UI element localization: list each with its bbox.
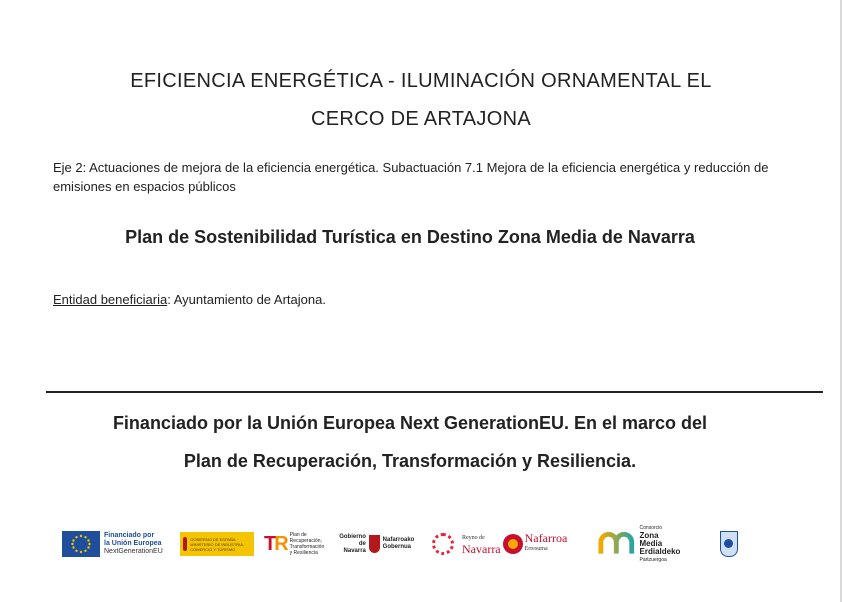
spain-shield-icon	[183, 537, 187, 551]
eu-flag-icon	[62, 531, 100, 557]
prtr-line2: Recuperación,	[289, 538, 322, 544]
agenda-2030-logo	[432, 526, 454, 562]
financiado-line1: Financiado por la Unión Europea Next GenerationEU. En el marco del	[112, 413, 708, 433]
zona-line3: Erdialdeko	[639, 547, 681, 556]
eje-description: Eje 2: Actuaciones de mejora de la eficiencia energética. Subactuación 7.1 Mejora de la eficiencia energética y reducción de emisiones en espacios públicos	[53, 160, 769, 194]
document-title-line1: EFICIENCIA ENERGÉTICA - ILUMINACIÓN ORNAMENTAL EL	[130, 70, 712, 92]
prtr-logo	[264, 526, 324, 562]
reyno-navarra-logo	[462, 526, 567, 562]
gobierno-left2: de Navarra	[343, 540, 366, 554]
prtr-mark-t: T	[264, 532, 275, 555]
prtr-line3: Transformación	[289, 544, 325, 550]
prtr-mark-r: R	[274, 532, 287, 555]
prtr-line1: Plan de	[289, 532, 307, 538]
agenda-2030-icon	[432, 533, 454, 555]
prtr-text	[290, 532, 325, 556]
zona-line2: Zona Media	[639, 531, 663, 548]
eu-logo	[62, 526, 163, 562]
gobierno-left1: Gobierno	[339, 533, 366, 540]
prtr-mark-icon	[264, 533, 287, 556]
zona-line1: Consorcio	[639, 525, 663, 531]
spain-ministry-logo	[180, 526, 254, 562]
reyno-small2: Erresuma	[524, 546, 548, 552]
financiado-line2: Plan de Recuperación, Transformación y Resiliencia.	[183, 451, 637, 471]
entidad-value: : Ayuntamiento de Artajona.	[167, 292, 326, 307]
entidad-label: Entidad beneficiaria	[53, 292, 168, 307]
spain-ministry-text: GOBIERNO DE ESPAÑA · MINISTERIO DE INDUSTRIA, COMERCIO Y TURISMO	[190, 536, 245, 552]
zona-media-logo	[598, 526, 682, 562]
artajona-crest-logo	[720, 526, 738, 562]
zona-media-text	[640, 524, 682, 564]
reyno-left-text	[462, 533, 501, 555]
reyno-right-text	[525, 533, 568, 555]
gobierno-right-text	[383, 537, 415, 551]
gobierno-right2: Gobernua	[382, 544, 412, 550]
plan-title: Plan de Sostenibilidad Turística en Destino Zona Media de Navarra	[125, 227, 695, 247]
eu-line3: NextGenerationEU	[104, 548, 163, 555]
eu-logo-text	[104, 532, 163, 556]
eu-line1: Financiado por	[104, 532, 155, 539]
navarra-mandala-icon	[503, 534, 523, 554]
gobierno-left-text	[338, 534, 366, 555]
artajona-crest-icon	[720, 531, 738, 557]
entidad-beneficiaria	[53, 292, 326, 307]
gobierno-right1: Nafarroako	[382, 537, 415, 543]
reyno-big: Navarra	[462, 542, 501, 556]
zona-line4: Partzuergoa	[639, 557, 667, 563]
eu-line2: la Unión Europea	[104, 540, 162, 547]
zona-media-icon	[598, 532, 637, 556]
reyno-big2: Nafarroa	[524, 531, 568, 545]
horizontal-divider	[46, 391, 823, 393]
gobierno-navarra-logo	[338, 526, 414, 562]
prtr-line4: y Resiliencia	[289, 550, 318, 556]
document-title-line2: CERCO DE ARTAJONA	[311, 108, 531, 130]
navarra-shield-icon	[369, 535, 380, 553]
reyno-small: Reyno de	[462, 535, 485, 541]
